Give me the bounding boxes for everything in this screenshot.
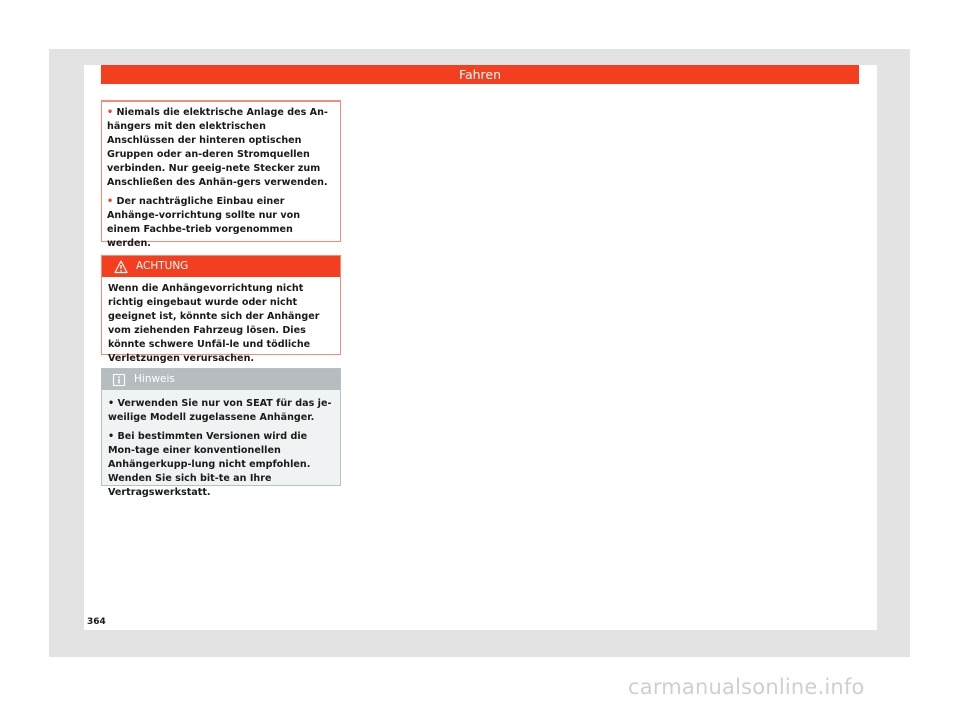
achtung-title: ACHTUNG: [136, 260, 189, 272]
warning-triangle-icon: [114, 260, 128, 274]
bullet-icon: •: [108, 398, 115, 409]
page-number: 364: [87, 617, 106, 627]
warning-item: • Niemals die elektrische Anlage des An-hängers mit den elektrischen Anschlüssen der hinteren optischen Gruppen oder an-deren Stromquellen verbinden. Nur geeig-nete Stecker zum Anschließen des Anhän-gers verwenden.: [107, 107, 328, 188]
hinweis-header: [102, 369, 340, 390]
hinweis-body: [102, 390, 340, 500]
bullet-icon: •: [107, 107, 114, 118]
hinweis-item: • Bei bestimmten Versionen wird die Mon-tage einer konventionellen Anhängerkupp-lung nicht empfohlen. Wenden Sie sich bit-te an Ihre Vertragswerkstatt.: [108, 431, 311, 498]
achtung-header: [102, 256, 340, 277]
info-icon: [112, 373, 126, 387]
section-header: [101, 65, 859, 84]
achtung-box: [101, 255, 341, 364]
achtung-text: Wenn die Anhängevorrichtung nicht richtig eingebaut wurde oder nicht geeignet ist, könnte sich der Anhänger vom ziehenden Fahrzeug lösen. Dies könnte schwere Unfäl-le und tödliche Verletzungen verursachen.: [108, 283, 320, 364]
warning-continuation-box: [101, 100, 341, 249]
hinweis-title: Hinweis: [134, 373, 175, 385]
section-title: Fahren: [458, 67, 502, 82]
bullet-icon: •: [108, 431, 115, 442]
hinweis-item: • Verwenden Sie nur von SEAT für das je-weilige Modell zugelassene Anhänger.: [108, 398, 332, 423]
watermark: carmanualsonline.info: [628, 675, 865, 699]
bullet-icon: •: [107, 196, 114, 207]
achtung-body: [102, 277, 340, 366]
hinweis-box: [101, 368, 341, 498]
warning-item: • Der nachträgliche Einbau einer Anhänge-vorrichtung sollte nur von einem Fachbe-trieb vorgenommen werden.: [107, 196, 301, 249]
